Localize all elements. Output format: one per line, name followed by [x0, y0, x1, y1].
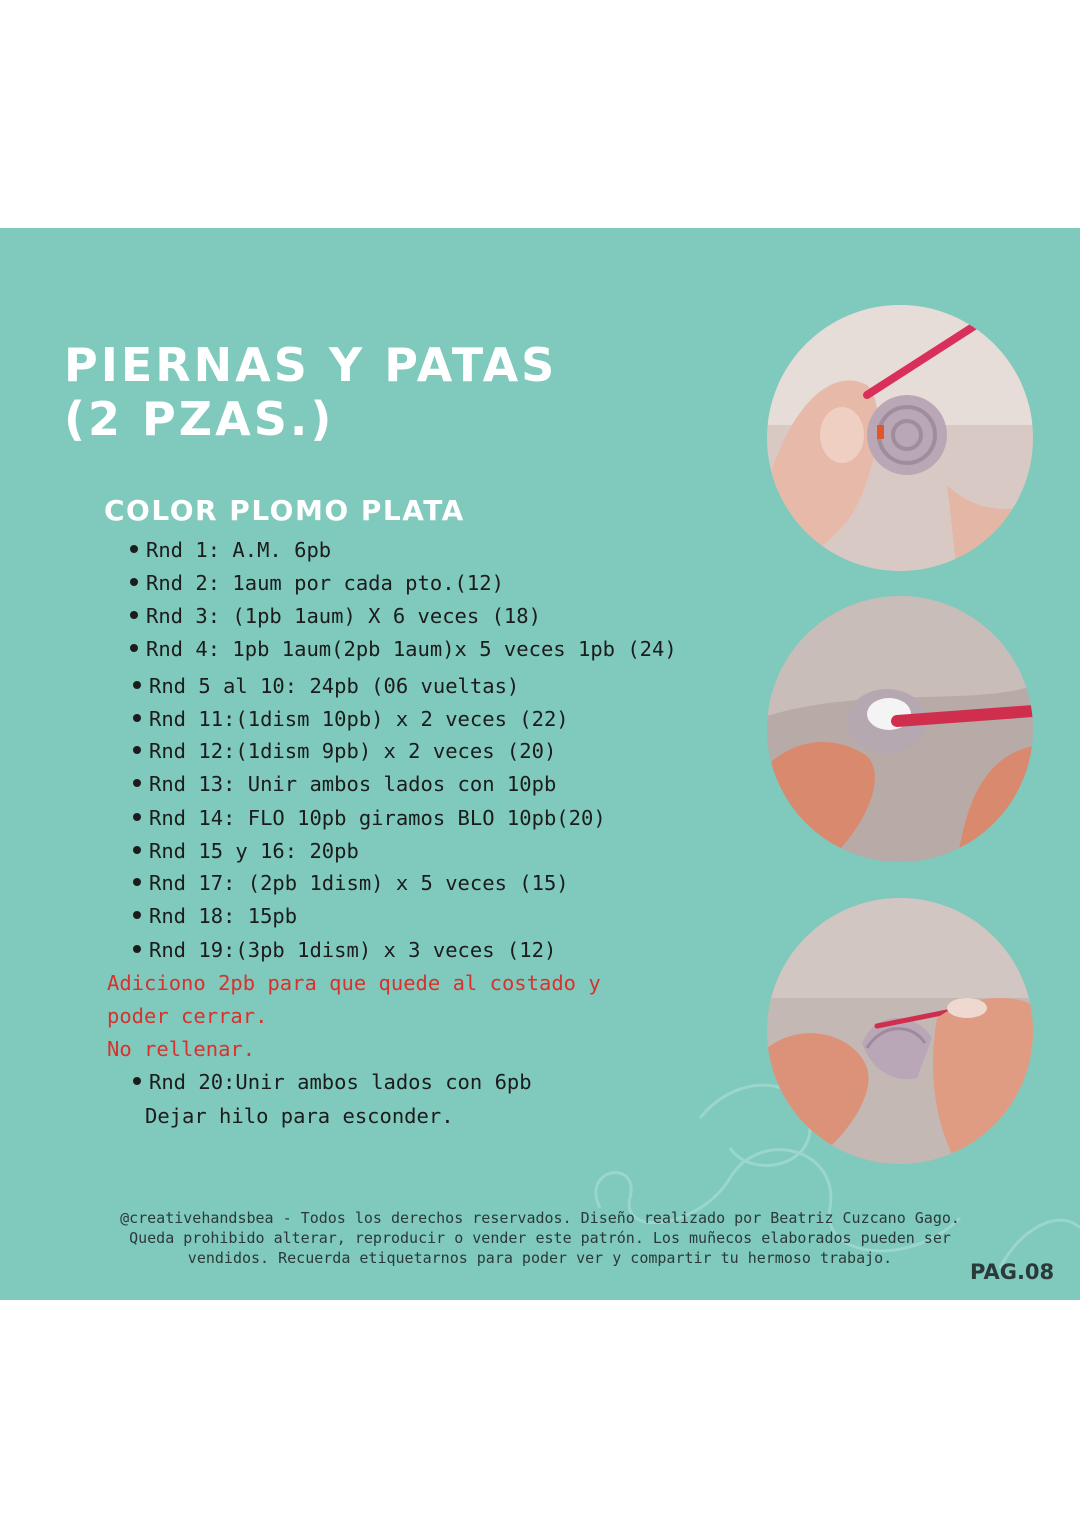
- note-text: poder cerrar.: [107, 1004, 268, 1028]
- note-text: No rellenar.: [107, 1037, 256, 1061]
- step-text: Rnd 20:Unir ambos lados con 6pb: [149, 1070, 532, 1094]
- bullet-icon: [133, 813, 141, 821]
- photo-stuffing-piece: [767, 596, 1033, 862]
- bullet-icon: [130, 545, 138, 553]
- title-line-1: PIERNAS Y PATAS: [64, 338, 558, 392]
- step-item: [133, 871, 569, 895]
- step-item: [133, 1070, 532, 1094]
- footer-line: Queda prohibido alterar, reproducir o vender este patrón. Los muñecos elaborados pueden ser: [129, 1229, 951, 1247]
- copyright-footer: [80, 1208, 1000, 1268]
- step-item: [133, 938, 556, 962]
- title-line-2: (2 PZAS.): [64, 392, 335, 446]
- step-item: [130, 571, 504, 595]
- step-item: [130, 538, 331, 562]
- page-number: PAG.08: [970, 1260, 1055, 1284]
- step-item: [133, 707, 569, 731]
- note-text: Adiciono 2pb para que quede al costado y: [107, 971, 601, 995]
- step-text: Rnd 19:(3pb 1dism) x 3 veces (12): [149, 938, 557, 962]
- photo-crochet-ring: [767, 305, 1033, 571]
- step-text: Rnd 3: (1pb 1aum) X 6 veces (18): [146, 604, 541, 628]
- step-text: Rnd 2: 1aum por cada pto.(12): [146, 571, 504, 595]
- step-item: [133, 904, 297, 928]
- step-item: [130, 604, 541, 628]
- pattern-page: [0, 228, 1080, 1300]
- bullet-icon: [133, 911, 141, 919]
- bullet-icon: [133, 846, 141, 854]
- step-text: Rnd 15 y 16: 20pb: [149, 839, 359, 863]
- step-item: [133, 739, 556, 763]
- color-subtitle: COLOR PLOMO PLATA: [104, 494, 465, 527]
- bullet-icon: [133, 945, 141, 953]
- bullet-icon: [130, 644, 138, 652]
- step-item: [130, 637, 677, 661]
- step-item: [133, 772, 556, 796]
- step-text: Rnd 17: (2pb 1dism) x 5 veces (15): [149, 871, 569, 895]
- page-title: [64, 338, 557, 446]
- step-text: Rnd 5 al 10: 24pb (06 vueltas): [149, 674, 520, 698]
- footer-line: vendidos. Recuerda etiquetarnos para poder ver y compartir tu hermoso trabajo.: [187, 1249, 893, 1267]
- step-text: Rnd 11:(1dism 10pb) x 2 veces (22): [149, 707, 569, 731]
- bullet-icon: [133, 878, 141, 886]
- photo-closing-piece: [767, 898, 1033, 1164]
- bullet-icon: [133, 1077, 141, 1085]
- step-item: [133, 806, 606, 830]
- step-text: Rnd 4: 1pb 1aum(2pb 1aum)x 5 veces 1pb (24): [146, 637, 677, 661]
- step-text: Rnd 12:(1dism 9pb) x 2 veces (20): [149, 739, 557, 763]
- step-item: [133, 839, 359, 863]
- bullet-icon: [133, 681, 141, 689]
- footer-line: @creativehandsbea - Todos los derechos reservados. Diseño realizado por Beatriz Cuzcano Gago.: [120, 1209, 960, 1227]
- bullet-icon: [133, 746, 141, 754]
- step-text: Rnd 18: 15pb: [149, 904, 298, 928]
- step-text: Rnd 1: A.M. 6pb: [146, 538, 332, 562]
- bullet-icon: [133, 779, 141, 787]
- bullet-icon: [133, 714, 141, 722]
- step-item: [133, 674, 519, 698]
- step-text: Rnd 14: FLO 10pb giramos BLO 10pb(20): [149, 806, 606, 830]
- final-note: Dejar hilo para esconder.: [145, 1104, 454, 1128]
- step-text: Rnd 13: Unir ambos lados con 10pb: [149, 772, 557, 796]
- bullet-icon: [130, 611, 138, 619]
- bullet-icon: [130, 578, 138, 586]
